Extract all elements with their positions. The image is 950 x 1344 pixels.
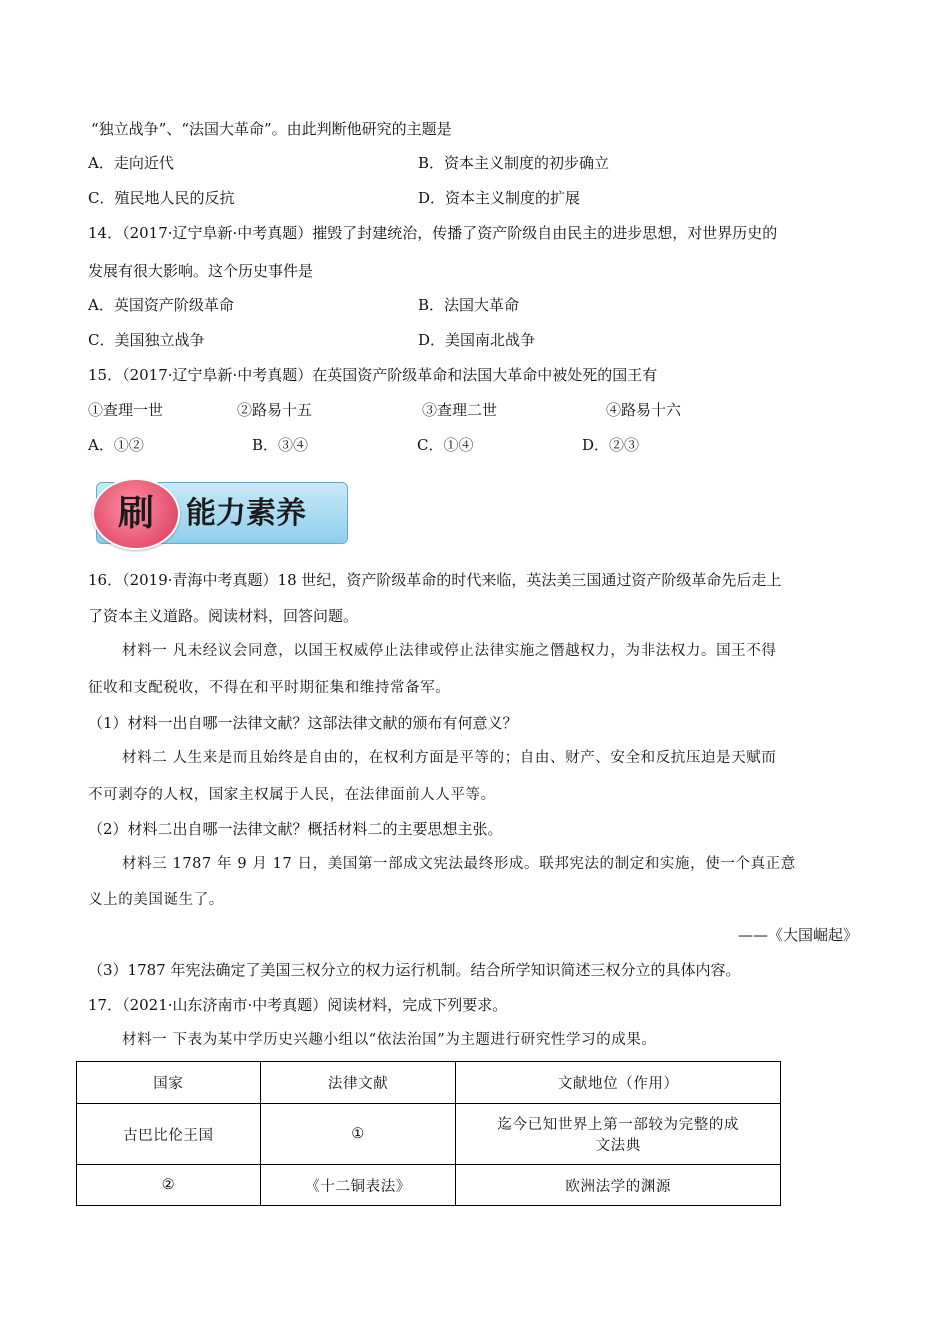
table-cell-document: ① [260,1104,456,1165]
table-header-document: 法律文献 [260,1062,456,1104]
q15-item-2: ②路易十五 [237,401,313,419]
table-cell-status-line2: 文法典 [595,1138,641,1154]
table-header-row [77,1062,781,1104]
q13-option-b: B．资本主义制度的初步确立 [418,154,610,172]
table-cell-status [456,1104,781,1165]
q16-sub-question3: （3）1787 年宪法确定了美国三权分立的权力运行机制。结合所学知识简述三权分立的具体内容。 [88,961,741,979]
q16-material3-line2: 义上的美国诞生了。 [88,892,224,908]
q15-item-4: ④路易十六 [606,401,682,419]
q16-material1-line1: 材料一 凡未经议会同意，以国王权威停止法律或停止法律实施之僭越权力，为非法权力。国王不得 [122,643,777,659]
q13-option-d: D．资本主义制度的扩展 [418,189,581,207]
law-documents-table [76,1061,781,1206]
q16-sub-question2: （2）材料二出自哪一法律文献？概括材料二的主要思想主张。 [88,820,503,838]
q16-material3-line1: 材料三 1787 年 9 月 17 日，美国第一部成文宪法最终形成。联邦宪法的制定和实施，使一个真正意 [122,856,796,872]
q14-stem-line1: 14．（2017·辽宁阜新·中考真题）摧毁了封建统治，传播了资产阶级自由民主的进步思想，对世界历史的 [88,224,778,242]
q16-material3-source: ——《大国崛起》 [737,926,858,944]
q13-option-c: C．殖民地人民的反抗 [88,189,235,207]
q16-material1-line2: 征收和支配税收，不得在和平时期征集和维持常备军。 [88,680,451,696]
table-cell-country: ② [77,1165,261,1206]
q16-material2-line1: 材料二 人生来是而且始终是自由的，在权利方面是平等的；自由、财产、安全和反抗压迫是天赋而 [122,750,777,766]
q16-material2-line2: 不可剥夺的人权，国家主权属于人民，在法律面前人人平等。 [88,787,496,803]
table-cell-status-line1: 迄今已知世界上第一部较为完整的成 [497,1117,740,1133]
table-header-status: 文献地位（作用） [456,1062,781,1104]
banner-badge-char: 刷 [117,493,154,534]
q15-item-3: ③查理二世 [422,401,498,419]
table-header-country: 国家 [77,1062,261,1104]
q15-item-1: ①查理一世 [88,401,164,419]
q14-option-b: B．法国大革命 [418,296,520,314]
q13-option-a: A．走向近代 [88,154,174,172]
q17-material1: 材料一 下表为某中学历史兴趣小组以“依法治国”为主题进行研究性学习的成果。 [122,1032,657,1048]
q15-stem: 15．（2017·辽宁阜新·中考真题）在英国资产阶级革命和法国大革命中被处死的国王有 [88,366,658,384]
table-row [77,1165,781,1206]
table-cell-status: 欧洲法学的渊源 [456,1165,781,1206]
banner-title: 能力素养 [186,496,306,531]
q16-stem-line2: 了资本主义道路。阅读材料，回答问题。 [88,607,359,625]
q15-option-d: D．②③ [582,436,640,454]
q16-sub-question1: （1）材料一出自哪一法律文献？这部法律文献的颁布有何意义？ [88,714,518,732]
q16-stem-line1: 16．（2019·青海中考真题）18 世纪，资产阶级革命的时代来临，英法美三国通过资产阶级革命先后走上 [88,571,782,589]
q17-stem: 17．（2021·山东济南市·中考真题）阅读材料，完成下列要求。 [88,996,508,1014]
q14-option-c: C．美国独立战争 [88,331,205,349]
q14-stem-line2: 发展有很大影响。这个历史事件是 [88,262,314,280]
table-row [77,1104,781,1165]
q13-stem: “独立战争”、“法国大革命”。由此判断他研究的主题是 [91,120,452,138]
table-cell-document: 《十二铜表法》 [260,1165,456,1206]
q14-option-a: A．英国资产阶级革命 [88,296,234,314]
q14-option-d: D．美国南北战争 [418,331,536,349]
q15-option-a: A．①② [88,436,144,454]
q15-option-b: B．③④ [252,436,309,454]
section-banner [92,478,350,550]
q15-option-c: C．①④ [417,436,474,454]
table-cell-country: 古巴比伦王国 [77,1104,261,1165]
